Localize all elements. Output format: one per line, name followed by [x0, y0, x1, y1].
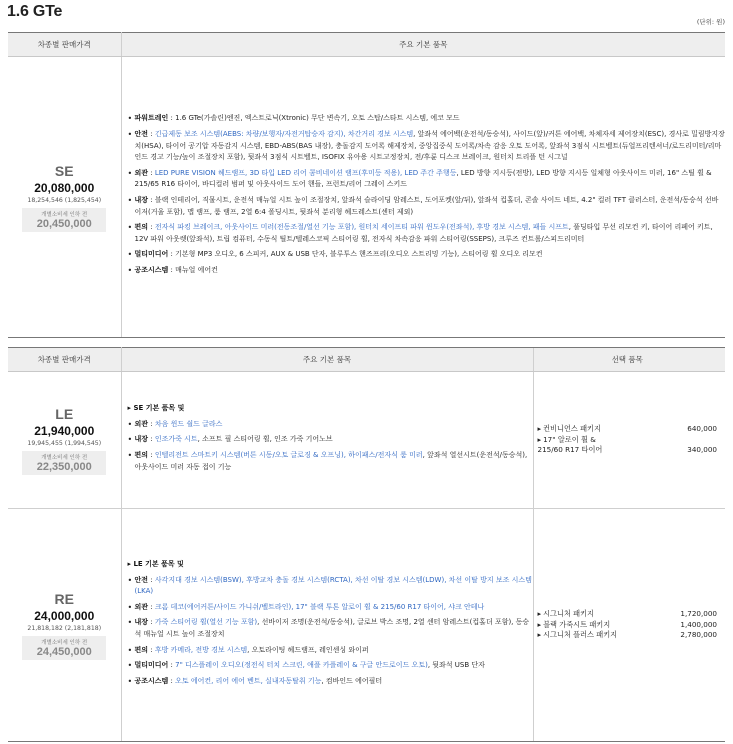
option-name: ▸ 시그니처 플러스 패키지: [538, 630, 618, 641]
feature-text: :: [148, 435, 155, 444]
highlighted-feature-text: 인조가죽 시트: [154, 435, 198, 444]
feature-item: [128, 660, 533, 672]
feature-item: [128, 265, 726, 277]
options-cell-re: [533, 509, 725, 742]
pre-tax-box: [22, 451, 106, 475]
highlighted-feature-text: 가죽 스티어링 휠(열선 기능 포함): [154, 618, 258, 627]
option-item: [538, 424, 718, 435]
feature-category: 내장: [134, 618, 149, 627]
highlighted-feature-text: 7" 디스플레이 오디오(정전식 터치 스크린, 애플 카플레이 & 구글 안드로이드 오토): [175, 661, 428, 670]
feature-category: 내장: [134, 435, 149, 444]
header-features: 주요 기본 품목: [121, 33, 725, 57]
option-list: [538, 424, 718, 456]
pre-tax-price: 20,450,000: [36, 217, 92, 230]
feature-text: , 컴바인드 에어필터: [321, 676, 383, 685]
option-name: ▸ 시그니처 패키지: [538, 609, 595, 620]
feature-item: [128, 195, 726, 218]
feature-text: :: [148, 130, 155, 139]
option-price: 1,720,000: [680, 609, 717, 619]
option-item: [538, 609, 718, 620]
highlighted-feature-text: 긴급제동 보조 시스템(AEBS: 차량/보행자/자전거탑승자 감지), 차간거리 경보 시스템: [154, 130, 414, 139]
features-cell-le: [121, 372, 533, 509]
feature-text: , 뒷좌석 USB 단자: [427, 661, 485, 670]
feature-text: : 매뉴얼 에어컨: [168, 265, 218, 274]
feature-text: : 기본형 MP3 오디오, 6 스피커, AUX & USB 단자, 블루투스 핸즈프리(오디오 스트리밍 기능), 스티어링 휠 오디오 리모컨: [168, 250, 543, 259]
trim-price: 21,940,000: [34, 423, 95, 438]
trim-cell-re: [8, 509, 121, 742]
pre-tax-label: 개별소비세 인하 전: [41, 454, 88, 461]
feature-list: [128, 575, 533, 688]
feature-category: 편의: [134, 223, 149, 232]
option-name: ▸ 컨비니언스 패키지: [538, 424, 601, 435]
feature-item: [128, 676, 533, 688]
feature-text: , 풀딩타입 무선 리모컨 키, 타이어 리페어 키트, 12V 파워 아웃렛(앞좌석), 트립 컴퓨터, 수동식 틸트/텔레스코픽 스티어링 휠, 전자식 차속감응 파워 스티어링(SSEPS), 크루즈 컨트롤/스피드리미터: [134, 223, 713, 243]
option-item: [538, 630, 718, 641]
feature-text: : 블랙 인테리어, 직물시트, 운전석 매뉴얼 시트 높이 조절장치, 앞좌석 슬라이딩 암레스트, 도어포켓(앞/뒤), 앞좌석 컵홀더, 콘솔 사이드 네트, 4.2" 컬러 TFT 클러스터, 운전석/동승석 선바이저(거울 포함), 맵 램프, 룸 램프, 2열 6:4 폴딩시트, 뒷좌석 분리형 헤드레스트(센터 제외): [134, 196, 719, 216]
trim-price-breakdown: 18,254,546 (1,825,454): [27, 196, 102, 204]
feature-text: :: [168, 661, 176, 670]
highlighted-feature-text: 전자식 파킹 브레이크, 아웃사이드 미러(전동조절/열선 기능 포함), 원터치 세이프티 파워 윈도우(전좌석), 후방 경보 시스템, 패들 시프트: [154, 223, 569, 232]
highlighted-feature-text: 후방 카메라, 전방 경보 시스템: [154, 645, 248, 654]
option-list: [538, 609, 718, 641]
trim-cell-se: [8, 57, 121, 338]
trim-price: 24,000,000: [34, 608, 95, 623]
option-price: 640,000: [687, 424, 717, 434]
feature-text: , 앞좌석 에어백(운전석/동승석), 사이드(앞)/커튼 에어백, 차체자세 제어장치(ESC), 경사로 밀림방지장치(HSA), 타이어 공기압 자동감지 시스템, EBD-ABS(BAS 내장), 충돌감지 도어록 해제장치, 중앙집중식 도어록/차속 감응 오토 도어록, 앞좌석 3점식 시트벨트(듀얼프리텐셔너/로드리미터/리마인드 경고 기능/높이 조절장치 포함), 뒷좌석 3점식 시트벨트, ISOFIX 유아용 시트고정장치, 전/후륜 디스크 브레이크, 원터치 트리플 턴 시그널: [134, 130, 725, 162]
header-price: 차종별 판매가격: [8, 348, 121, 372]
feature-text: , LED 방향 지시등(전방), LED 방향 지시등 일체형 아웃사이드 미러, 16" 스틸 휠 & 215/65 R16 타이어, 바디컬러 범퍼 및 아웃사이드 도어 핸들, 프런트/리어 그레이 스키드: [134, 168, 712, 189]
price-table-le-re: [8, 347, 725, 742]
feature-item: [128, 645, 533, 657]
feature-text: , 앞좌석 열선시트(운전석/동승석), 아웃사이드 미러 자동 접이 기능: [134, 451, 528, 471]
highlighted-feature-text: 사각지대 경보 시스템(BSW), 후방교차 충돌 경보 시스템(RCTA), 차선 이탈 경보 시스템(LDW), 차선 이탈 방지 보조 시스템(LKA): [134, 575, 532, 596]
base-features-heading: ▸ LE 기본 품목 및: [128, 559, 533, 569]
options-cell-le: [533, 372, 725, 509]
trim-price-breakdown: 21,818,182 (2,181,818): [27, 624, 102, 632]
header-price: 차종별 판매가격: [8, 33, 121, 57]
header-features: 주요 기본 품목: [121, 348, 533, 372]
feature-category: 공조시스템: [134, 265, 169, 274]
page-title: 1.6 GTe: [7, 3, 63, 20]
pre-tax-price: 22,350,000: [36, 460, 92, 473]
feature-category: 멀티미디어: [134, 250, 169, 259]
feature-item: [128, 129, 726, 164]
option-item: [538, 620, 718, 631]
feature-list: [128, 419, 533, 473]
feature-text: :: [148, 575, 155, 584]
feature-item: [128, 113, 726, 125]
feature-category: 공조시스템: [134, 676, 169, 685]
feature-text: :: [148, 168, 155, 177]
feature-text: :: [148, 223, 155, 232]
features-cell-re: [121, 509, 533, 742]
highlighted-feature-text: 인텔리전트 스마트키 시스템(버튼 시동/오토 글로징 & 오프닝), 하이패스/전자식 룸 미러: [154, 451, 423, 459]
feature-text: :: [148, 618, 155, 627]
feature-category: 편의: [134, 645, 149, 654]
feature-category: 외관: [134, 602, 149, 611]
feature-text: : 1.6 GTe(가솔린)엔진, 엑스트로닉(Xtronic) 무단 변속기, 오토 스탑/스타트 시스템, 에코 모드: [168, 114, 460, 123]
feature-text: , 소프트 필 스티어링 휠, 인조 가죽 기어노브: [197, 435, 333, 444]
trim-name: LE: [55, 405, 74, 422]
feature-item: [128, 419, 533, 431]
feature-item: [128, 222, 726, 245]
pre-tax-label: 개별소비세 인하 전: [41, 211, 88, 218]
feature-category: 안전: [134, 130, 149, 139]
feature-item: [128, 575, 533, 598]
unit-label: (단위: 원): [696, 18, 725, 26]
feature-category: 외관: [134, 419, 149, 428]
price-table-se: [8, 32, 725, 338]
base-features-heading: ▸ SE 기본 품목 및: [128, 403, 533, 413]
feature-text: :: [148, 419, 155, 428]
feature-list: [128, 113, 726, 276]
feature-text: :: [148, 602, 155, 611]
header-options: 선택 품목: [533, 348, 725, 372]
feature-category: 파워트레인: [134, 114, 169, 123]
feature-item: [128, 249, 726, 261]
trim-name: RE: [54, 590, 74, 607]
feature-text: :: [168, 676, 176, 685]
feature-text: , 선바이저 조명(운전석/동승석), 글로브 박스 조명, 2열 센터 암레스트(컵홀더 포함), 동승석 매뉴얼 시트 높이 조절장치: [134, 618, 530, 638]
option-item: [538, 435, 718, 456]
trim-cell-le: [8, 372, 121, 509]
trim-price: 20,080,000: [34, 180, 95, 195]
feature-item: [128, 450, 533, 473]
pre-tax-box: [22, 636, 106, 660]
trim-price-breakdown: 19,945,455 (1,994,545): [27, 439, 102, 447]
feature-item: [128, 168, 726, 191]
option-name: ▸ 블랙 가죽시트 패키지: [538, 620, 611, 631]
feature-category: 안전: [134, 575, 149, 584]
option-name: ▸ 17" 알로이 휠 & 215/60 R17 타이어: [538, 435, 603, 456]
feature-category: 멀티미디어: [134, 661, 169, 670]
pre-tax-label: 개별소비세 인하 전: [41, 639, 88, 646]
feature-category: 편의: [134, 451, 149, 459]
feature-item: [128, 602, 533, 614]
highlighted-feature-text: 크롬 데코(에어커튼/사이드 가니쉬/벨트라인), 17" 블랙 투톤 알로이 휠 & 215/60 R17 타이어, 샤크 안테나: [154, 602, 485, 611]
pre-tax-price: 24,450,000: [36, 645, 92, 658]
option-price: 1,400,000: [680, 619, 717, 629]
highlighted-feature-text: LED PURE VISION 헤드램프, 3D 타입 LED 리어 콤비네이션 램프(후미등 적용), LED 주간 주행등: [154, 168, 457, 177]
feature-category: 외관: [134, 168, 149, 177]
feature-text: :: [148, 645, 155, 654]
option-price: 340,000: [687, 445, 717, 455]
features-cell-se: [121, 57, 725, 338]
trim-name: SE: [54, 162, 74, 179]
feature-text: , 오토라이팅 헤드램프, 레인센싱 와이퍼: [247, 645, 369, 654]
highlighted-feature-text: 오토 에어컨, 리어 에어 벤트, 실내자동탈취 기능: [175, 676, 322, 685]
highlighted-feature-text: 차음 윈드 쉴드 글라스: [154, 419, 223, 428]
feature-category: 내장: [134, 196, 149, 204]
feature-item: [128, 434, 533, 446]
feature-text: :: [148, 451, 155, 459]
pre-tax-box: [22, 208, 106, 232]
option-price: 2,780,000: [680, 630, 717, 640]
feature-item: [128, 617, 533, 640]
